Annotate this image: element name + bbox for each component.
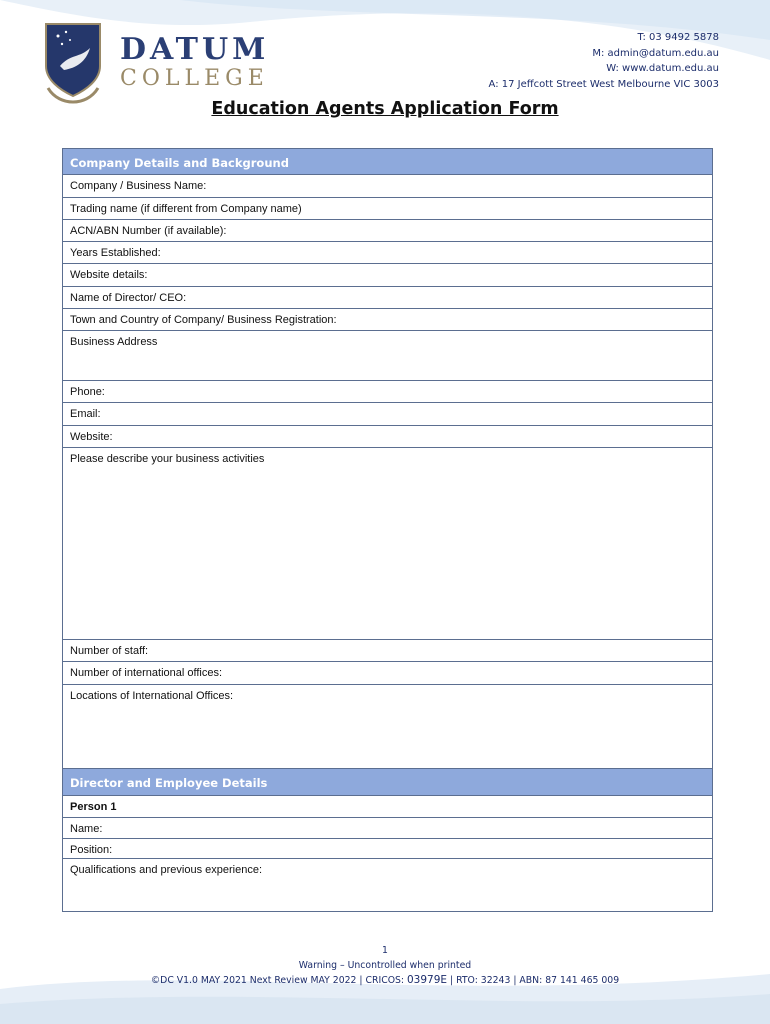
- field-registration-location[interactable]: Town and Country of Company/ Business Registration:: [62, 309, 713, 331]
- logo-word-college: COLLEGE: [120, 66, 269, 91]
- footer-ids: | RTO: 32243 | ABN: 87 141 465 009: [447, 975, 620, 986]
- section-header-company-details: Company Details and Background: [62, 148, 713, 175]
- field-office-locations[interactable]: Locations of International Offices:: [62, 685, 713, 769]
- footer-version: ©DC V1.0 MAY 2021 Next Review MAY 2022 | CRICOS:: [150, 975, 407, 986]
- person-1-label: Person 1: [62, 796, 713, 818]
- field-person-qualifications[interactable]: Qualifications and previous experience:: [62, 859, 713, 912]
- field-person-name[interactable]: Name:: [62, 818, 713, 839]
- contact-info: [489, 30, 719, 92]
- field-person-position[interactable]: Position:: [62, 839, 713, 859]
- application-form: [62, 148, 713, 912]
- field-years-established[interactable]: Years Established:: [62, 242, 713, 264]
- contact-address: A: 17 Jeffcott Street West Melbourne VIC 3003: [488, 78, 719, 90]
- field-company-name[interactable]: Company / Business Name:: [62, 175, 713, 198]
- page-footer: [0, 943, 770, 988]
- contact-phone: T: 03 9492 5878: [637, 32, 719, 43]
- field-acn-abn[interactable]: ACN/ABN Number (if available):: [62, 220, 713, 242]
- section-header-director-details: Director and Employee Details: [62, 769, 713, 796]
- college-logo: [40, 18, 290, 106]
- contact-website: W: www.datum.edu.au: [606, 63, 719, 75]
- field-email[interactable]: Email:: [62, 403, 713, 426]
- field-business-address[interactable]: Business Address: [62, 331, 713, 381]
- logo-word-datum: DATUM: [120, 32, 270, 67]
- field-director-name[interactable]: Name of Director/ CEO:: [62, 287, 713, 309]
- field-website[interactable]: Website:: [62, 426, 713, 448]
- field-website-details[interactable]: Website details:: [62, 264, 713, 287]
- footer-warning: Warning – Uncontrolled when printed: [298, 960, 472, 971]
- field-number-of-offices[interactable]: Number of international offices:: [62, 662, 713, 685]
- footer-cricos: 03979E: [407, 974, 448, 986]
- field-business-activities[interactable]: Please describe your business activities: [62, 448, 713, 640]
- page-number: 1: [382, 945, 388, 956]
- field-trading-name[interactable]: Trading name (if different from Company name): [62, 198, 713, 220]
- crest-logo-icon: [40, 18, 106, 104]
- page-title: Education Agents Application Form: [211, 99, 559, 119]
- field-number-of-staff[interactable]: Number of staff:: [62, 640, 713, 662]
- field-phone[interactable]: Phone:: [62, 381, 713, 403]
- contact-email: M: admin@datum.edu.au: [592, 47, 719, 59]
- footer-version-line: [0, 973, 770, 988]
